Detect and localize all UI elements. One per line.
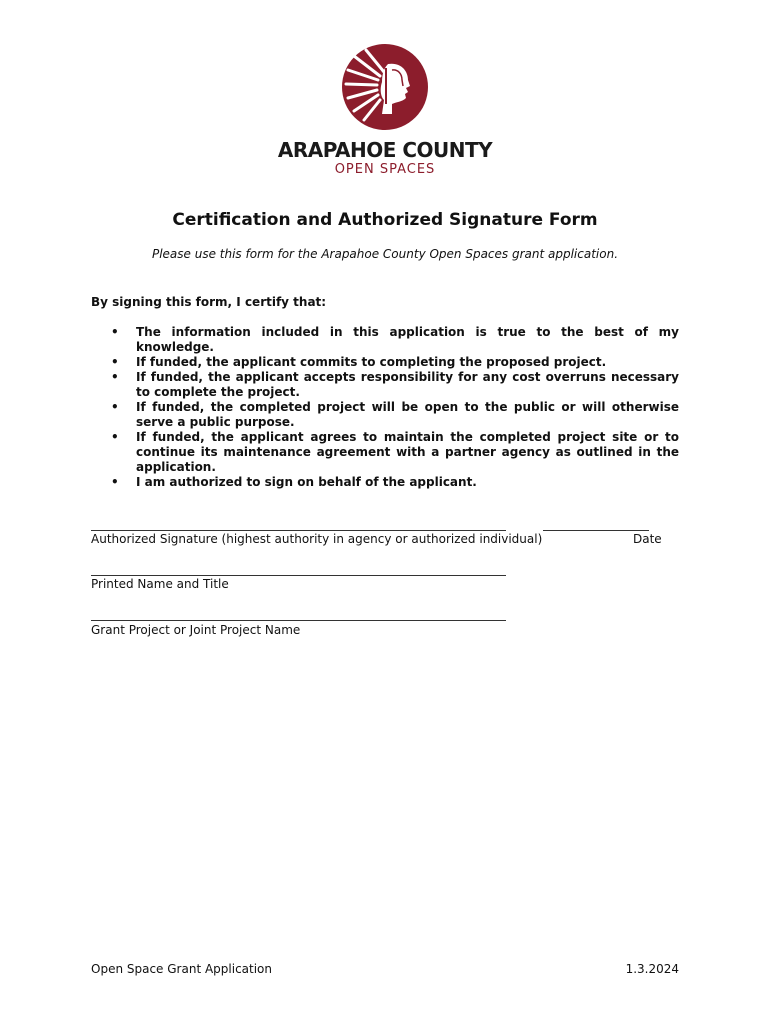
project-name-line[interactable] <box>91 620 506 621</box>
date-label: Date <box>633 532 662 546</box>
certify-intro: By signing this form, I certify that: <box>91 295 327 309</box>
printed-name-line[interactable] <box>91 575 506 576</box>
logo <box>0 42 770 132</box>
footer-title: Open Space Grant Application <box>91 962 273 976</box>
signature-line[interactable] <box>91 530 506 531</box>
certification-item: • If funded, the completed project will be open to the public or will otherwise serve a public purpose. <box>91 400 679 430</box>
date-line[interactable] <box>543 530 649 531</box>
signature-label: Authorized Signature (highest authority in agency or authorized individual) <box>91 532 543 546</box>
certification-item: • The information included in this application is true to the best of my knowledge. <box>91 325 679 355</box>
printed-name-label: Printed Name and Title <box>91 577 229 591</box>
form-title: Certification and Authorized Signature Form <box>172 210 598 230</box>
certification-item: • If funded, the applicant commits to completing the proposed project. <box>91 355 679 370</box>
footer-date: 1.3.2024 <box>625 962 679 976</box>
org-name: ARAPAHOE COUNTY <box>277 138 493 162</box>
project-name-label: Grant Project or Joint Project Name <box>91 623 301 637</box>
certification-item: • If funded, the applicant accepts responsibility for any cost overruns necessary to complete the project. <box>91 370 679 400</box>
certification-list <box>91 325 679 490</box>
certification-item: • If funded, the applicant agrees to maintain the completed project site or to continue its maintenance agreement with a partner agency as outlined in the application. <box>91 430 679 475</box>
certification-item: • I am authorized to sign on behalf of the applicant. <box>91 475 679 490</box>
form-subtitle: Please use this form for the Arapahoe County Open Spaces grant application. <box>151 247 619 261</box>
org-subtitle: OPEN SPACES <box>334 162 436 177</box>
arapahoe-county-seal-icon <box>340 42 430 132</box>
